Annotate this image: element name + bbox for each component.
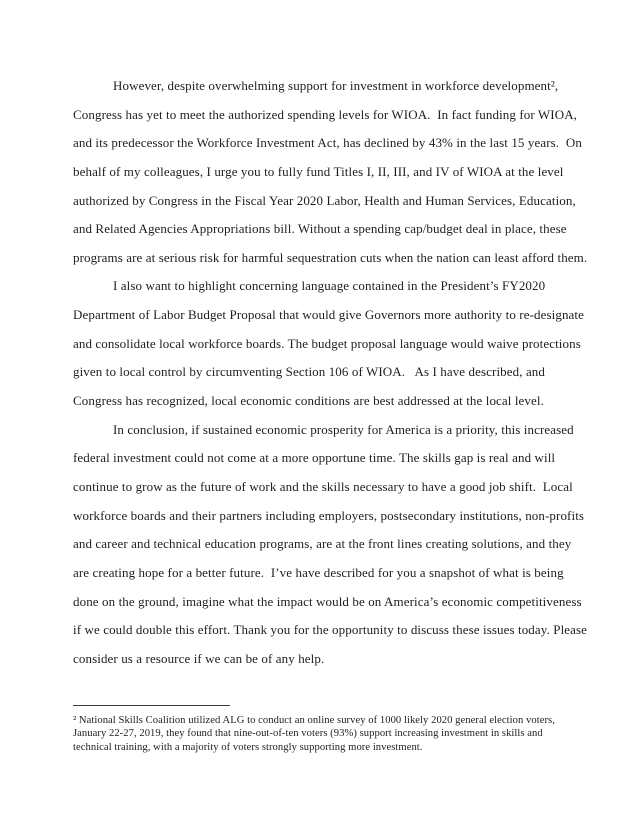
footnote-text-line: January 22-27, 2019, they found that nine-out-of-ten voters (93%) support increasing investment in skills and: [73, 728, 543, 740]
body-text-line: are creating hope for a better future. I’ve have described for you a snapshot of what is being: [73, 564, 564, 580]
body-text-line: I also want to highlight concerning language contained in the President’s FY2020: [113, 278, 546, 294]
body-text-line: and consolidate local workforce boards. The budget proposal language would waive protections: [73, 335, 581, 351]
body-text-line: behalf of my colleagues, I urge you to fully fund Titles I, II, III, and IV of WIOA at the level: [73, 163, 564, 179]
body-text-line: and Related Agencies Appropriations bill. Without a spending cap/budget deal in place, these: [73, 221, 567, 237]
footnote-text-line: technical training, with a majority of voters strongly supporting more investment.: [73, 741, 423, 753]
body-text-line: Department of Labor Budget Proposal that would give Governors more authority to re-designate: [73, 307, 585, 323]
body-text-line: if we could double this effort. Thank you for the opportunity to discuss these issues today. Please: [73, 622, 588, 638]
body-text-line: done on the ground, imagine what the impact would be on America’s economic competitiveness: [73, 593, 582, 609]
body-text-line: given to local control by circumventing Section 106 of WIOA. As I have described, and: [73, 364, 546, 380]
footnote: [73, 714, 578, 754]
body-text-line: Congress has recognized, local economic conditions are best addressed at the local level.: [73, 393, 544, 409]
body-text-line: federal investment could not come at a more opportune time. The skills gap is real and will: [73, 450, 556, 466]
body-text-line: programs are at serious risk for harmful sequestration cuts when the nation can least afford them.: [73, 249, 588, 265]
body-text-line: authorized by Congress in the Fiscal Year 2020 Labor, Health and Human Services, Education,: [73, 192, 576, 208]
document-body: [73, 72, 588, 673]
body-text-line: workforce boards and their partners including employers, postsecondary institutions, non-profits: [73, 507, 585, 523]
body-text-line: In conclusion, if sustained economic prosperity for America is a priority, this increased: [113, 421, 574, 437]
body-text-line: continue to grow as the future of work and the skills necessary to have a good job shift. Local: [73, 478, 573, 494]
footnote-text-line: ² National Skills Coalition utilized ALG to conduct an online survey of 1000 likely 2020 general election voters,: [73, 715, 555, 726]
body-text-line: and its predecessor the Workforce Investment Act, has declined by 43% in the last 15 years. On: [73, 135, 582, 151]
body-text-line: and career and technical education programs, are at the front lines creating solutions, and they: [73, 536, 572, 552]
body-text-line: Congress has yet to meet the authorized spending levels for WIOA. In fact funding for WIOA,: [73, 106, 578, 122]
body-text-line: consider us a resource if we can be of any help.: [73, 650, 325, 666]
footnote-divider: [73, 705, 230, 706]
body-text-line: However, despite overwhelming support for investment in workforce development²,: [113, 78, 559, 93]
